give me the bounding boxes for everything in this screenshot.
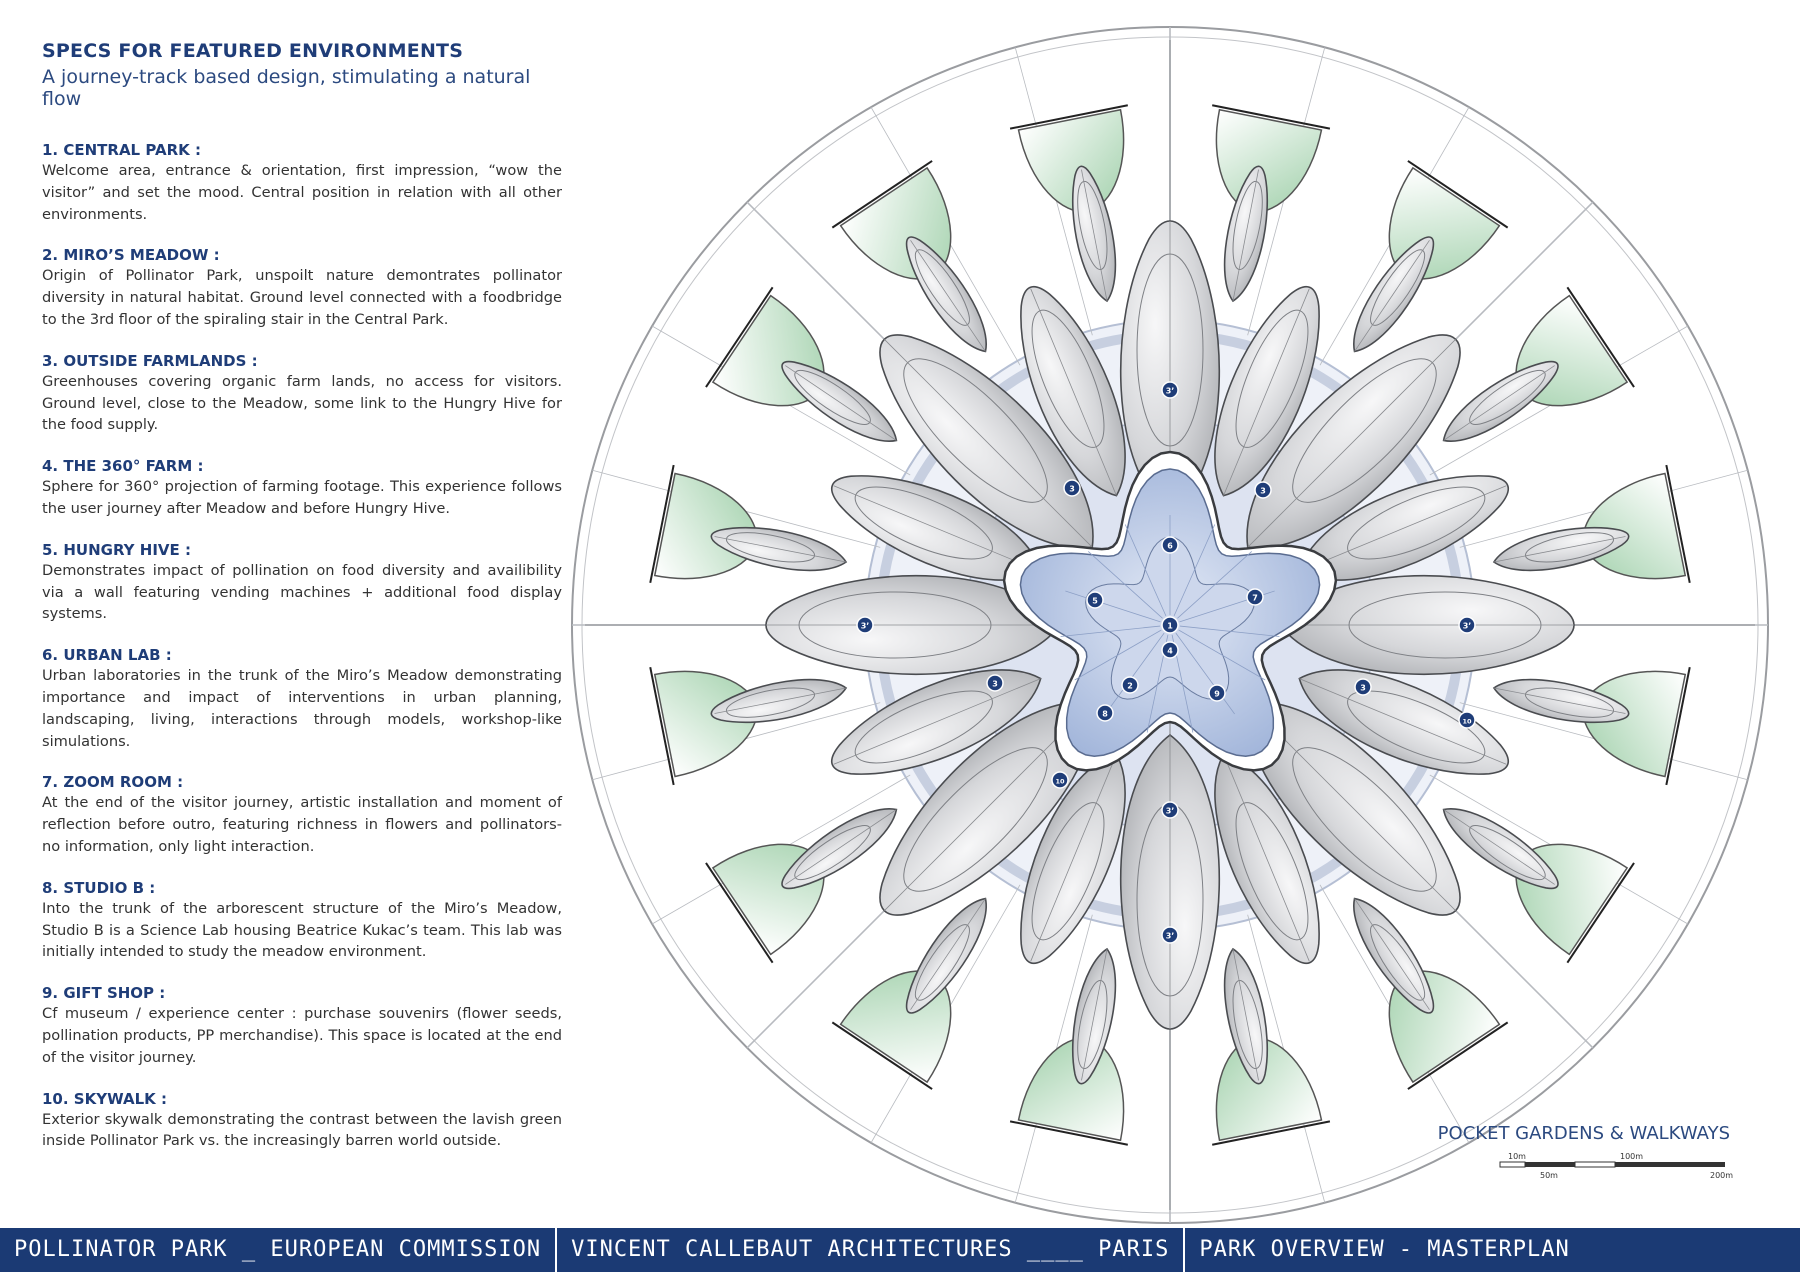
spec-text: Urban laboratories in the trunk of the Miro’s Meadow demonstrating importance and impact of interventions in urban planning, landscaping, living, interactions through models, workshop-like simulations. [42, 667, 562, 750]
environment-marker [1459, 617, 1475, 633]
page-title: SPECS FOR FEATURED ENVIRONMENTS [42, 40, 464, 62]
spec-heading: 3. OUTSIDE FARMLANDS : [42, 351, 258, 370]
environment-marker [1162, 802, 1178, 818]
marker-label: 6 [1167, 541, 1173, 551]
environment-marker [987, 675, 1003, 691]
spec-heading: 5. HUNGRY HIVE : [42, 540, 191, 559]
environment-marker [1122, 677, 1138, 693]
spec-heading: 9. GIFT SHOP : [42, 984, 166, 1003]
spec-heading: 1. CENTRAL PARK : [42, 141, 201, 159]
spec-heading: 2. MIRO’S MEADOW : [42, 246, 220, 265]
marker-label: 4 [1167, 646, 1173, 656]
scale-tick-200m: 200m [1710, 1171, 1734, 1180]
marker-label: 10 [1462, 717, 1472, 726]
environment-marker [1209, 685, 1225, 701]
environment-marker [1162, 382, 1178, 398]
spec-text: Exterior skywalk demonstrating the contrast between the lavish green inside Pollinator Park vs. the increasingly barren world outside. [42, 1110, 562, 1150]
spec-studio-b [42, 878, 562, 963]
marker-label: 2 [1127, 681, 1133, 691]
footer-sheet-title: PARK OVERVIEW - MASTERPLAN [1199, 1237, 1570, 1262]
scale-legend [1430, 1123, 1734, 1186]
spec-text: At the end of the visitor journey, artistic installation and moment of reflection before outro, featuring richness in flowers and pollinators- no information, only light interaction. [42, 794, 562, 855]
spec-heading: 8. STUDIO B : [42, 878, 156, 897]
marker-label: 10 [1055, 777, 1065, 786]
spec-text: Demonstrates impact of pollination on food diversity and availibility via a wall featuring vending machines + additional food display systems. [42, 561, 562, 623]
scale-tick-100m: 100m [1620, 1152, 1644, 1161]
spec-text: Welcome area, entrance & orientation, first impression, “wow the visitor” and set the mood. Central position in relation with all other environments. [42, 162, 562, 223]
environment-marker [857, 617, 873, 633]
marker-label: 1 [1167, 621, 1173, 631]
spec-heading: 6. URBAN LAB : [42, 646, 172, 665]
spec-heading: 7. ZOOM ROOM : [42, 773, 184, 792]
spec-outside-farmlands [42, 351, 562, 436]
spec-text: Into the trunk of the arborescent structure of the Miro’s Meadow, Studio B is a Science Lab housing Beatrice Kukac’s team. This lab was initially intended to study the meadow environment. [42, 899, 562, 961]
masterplan-diagram [570, 25, 1770, 1225]
marker-label: 3 [992, 679, 998, 689]
spec-miros-meadow [42, 245, 562, 330]
marker-label: 9 [1214, 689, 1220, 699]
scale-tick-50m: 50m [1540, 1171, 1558, 1180]
marker-label: 3 [1260, 486, 1266, 496]
spec-text: Greenhouses covering organic farm lands, no access for visitors. Ground level, close to the Meadow, some link to the Hungry Hive for the food supply. [42, 372, 562, 434]
environment-marker [1355, 679, 1371, 695]
specs-panel [42, 40, 562, 1172]
marker-label: 3’ [860, 621, 870, 631]
spec-text: Sphere for 360° projection of farming footage. This experience follows the user journey after Meadow and before Hungry Hive. [42, 478, 562, 517]
spec-heading: 10. SKYWALK : [42, 1089, 167, 1108]
environment-marker [1162, 537, 1178, 553]
spec-hungry-hive [42, 540, 562, 625]
marker-label: 3’ [1462, 621, 1472, 631]
environment-marker [1459, 712, 1475, 728]
scale-bar [1430, 1150, 1734, 1182]
marker-label: 7 [1252, 593, 1258, 603]
page-subtitle: A journey-track based design, stimulating a natural flow [42, 66, 531, 110]
spec-skywalk [42, 1089, 562, 1153]
scale-label: POCKET GARDENS & WALKWAYS [1437, 1123, 1730, 1144]
environment-marker [1255, 482, 1271, 498]
scale-tick-10m: 10m [1508, 1152, 1526, 1161]
spec-text: Origin of Pollinator Park, unspoilt nature demontrates pollinator diversity in natural habitat. Ground level connected with a foodbridge to the 3rd floor of the spiraling stair in the Central Park. [42, 267, 562, 328]
marker-label: 3 [1069, 484, 1075, 494]
marker-label: 5 [1092, 596, 1098, 606]
marker-label: 3’ [1165, 931, 1175, 941]
spec-urban-lab [42, 645, 562, 752]
marker-label: 3’ [1165, 386, 1175, 396]
environment-marker [1052, 772, 1068, 788]
spec-heading: 4. THE 360° FARM : [42, 457, 204, 476]
spec-360-farm [42, 456, 562, 520]
environment-marker [1064, 480, 1080, 496]
environment-marker [1162, 642, 1178, 658]
footer-architect: VINCENT CALLEBAUT ARCHITECTURES ____ PARIS [571, 1237, 1170, 1262]
footer-bar [0, 1228, 1800, 1272]
spec-text: Cf museum / experience center : purchase souvenirs (flower seeds, pollination products, PP merchandise). This space is located at the end of the visitor journey. [42, 1005, 562, 1066]
spec-zoom-room [42, 772, 562, 857]
environment-marker [1162, 617, 1178, 633]
environment-marker [1097, 705, 1113, 721]
environment-marker [1247, 589, 1263, 605]
environment-marker [1162, 927, 1178, 943]
environment-marker [1087, 592, 1103, 608]
footer-project: POLLINATOR PARK _ EUROPEAN COMMISSION [14, 1237, 542, 1262]
marker-label: 8 [1102, 709, 1108, 719]
spec-central-park [42, 140, 562, 225]
marker-label: 3’ [1165, 806, 1175, 816]
marker-label: 3 [1360, 683, 1366, 693]
spec-gift-shop [42, 983, 562, 1068]
